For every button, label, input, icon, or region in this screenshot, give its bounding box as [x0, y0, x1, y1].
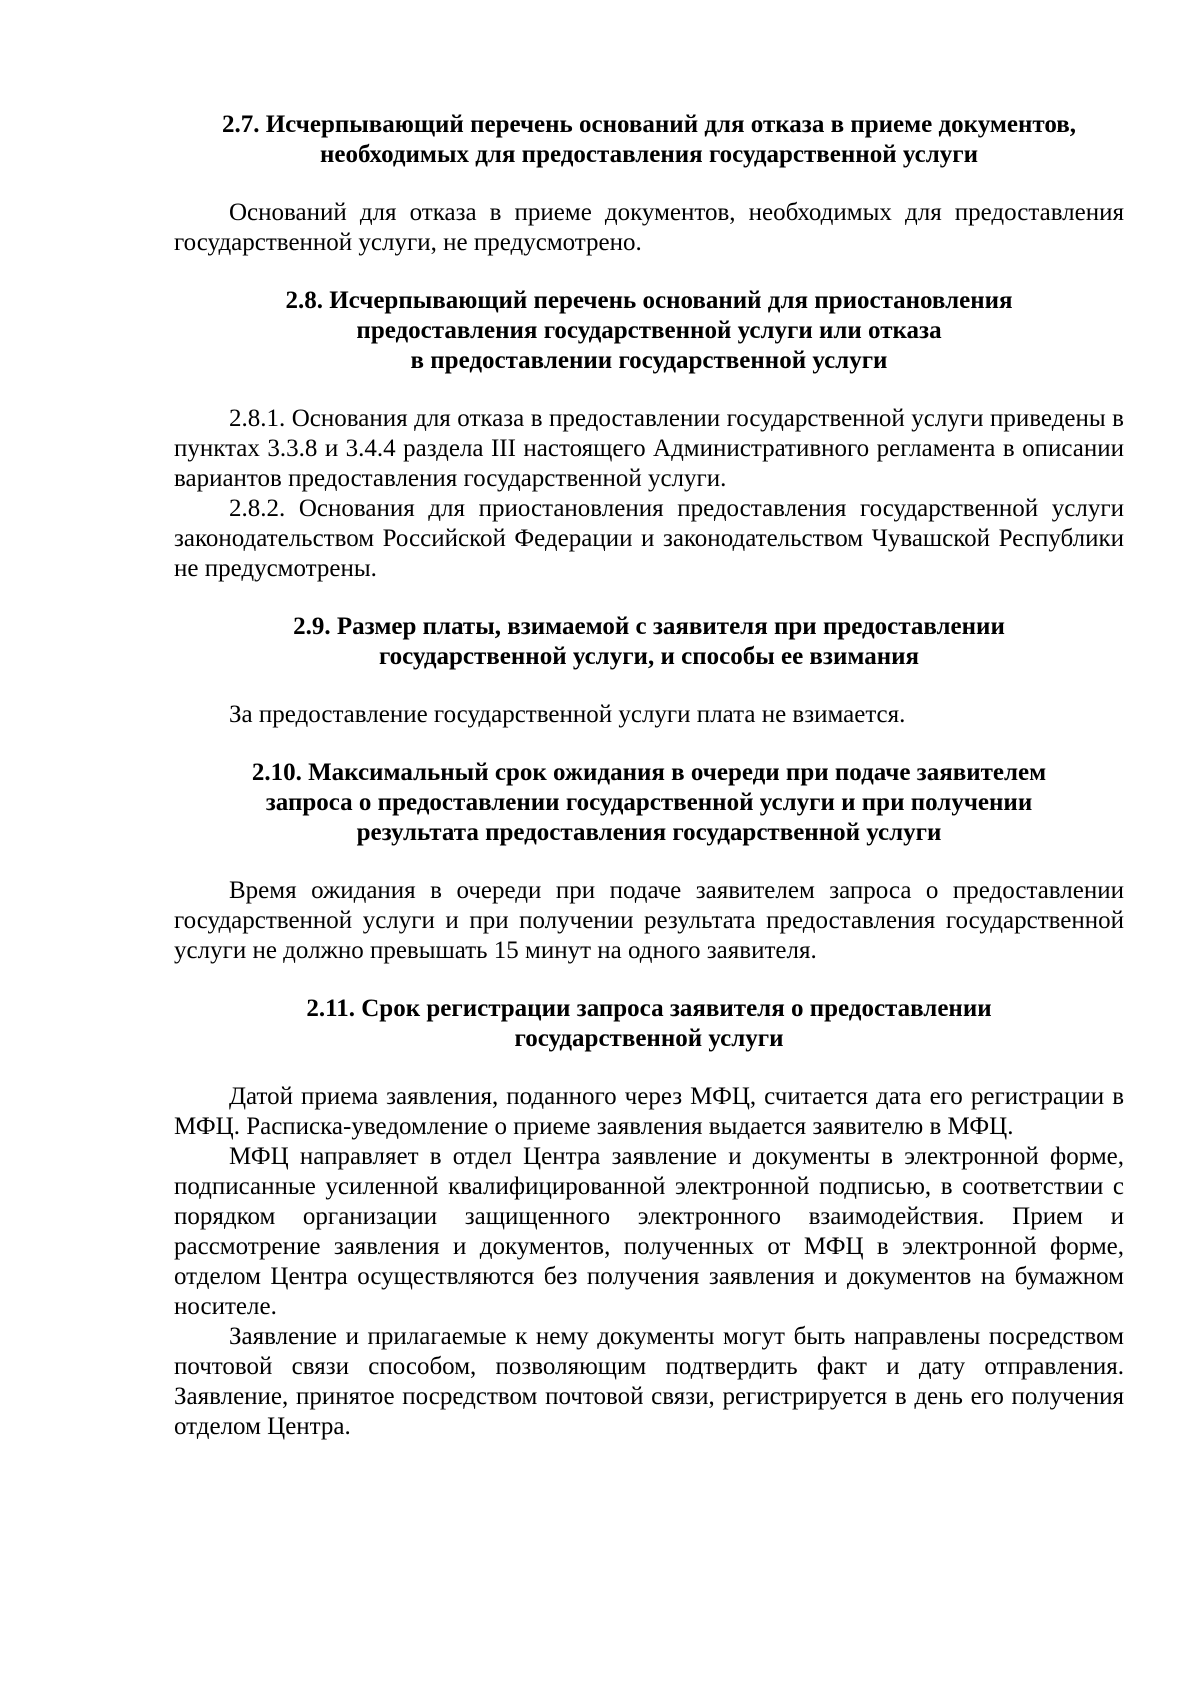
heading-line: необходимых для предоставления государственной услуги: [320, 141, 978, 168]
paragraph: Заявление и прилагаемые к нему документы могут быть направлены посредством почтовой связи способом, позволяющим подтвердить факт и дату отправления. Заявление, принятое посредством почтовой связи, регистрируется в день его получения отделом Центра.: [174, 1323, 1124, 1440]
document-page: [174, 110, 1124, 1442]
paragraph: Оснований для отказа в приеме документов, необходимых для предоставления государственной услуги, не предусмотрено.: [174, 199, 1124, 256]
section-heading: [174, 994, 1124, 1054]
paragraph: МФЦ направляет в отдел Центра заявление и документы в электронной форме, подписанные усиленной квалифицированной электронной подписью, в соответствии с порядком организации защищенного электронного взаимодействия. Прием и рассмотрение заявления и документов, полученных от МФЦ в электронной форме, отделом Центра осуществляются без получения заявления и документов на бумажном носителе.: [174, 1143, 1124, 1320]
paragraph: 2.8.1. Основания для отказа в предоставлении государственной услуги приведены в пунктах 3.3.8 и 3.4.4 раздела III настоящего Административного регламента в описании вариантов предоставления государственной услуги.: [174, 405, 1124, 492]
paragraph: Датой приема заявления, поданного через МФЦ, считается дата его регистрации в МФЦ. Расписка-уведомление о приеме заявления выдается заявителю в МФЦ.: [174, 1083, 1124, 1140]
heading-line: государственной услуги, и способы ее взимания: [378, 643, 920, 670]
heading-line: 2.7. Исчерпывающий перечень оснований для отказа в приеме документов,: [221, 111, 1076, 138]
section-2-11: [174, 994, 1124, 1442]
heading-line: 2.11. Срок регистрации запроса заявителя о предоставлении: [306, 995, 992, 1022]
section-heading: [174, 286, 1124, 376]
heading-line: государственной услуги: [514, 1025, 784, 1052]
section-heading: [174, 758, 1124, 848]
section-2-9: [174, 612, 1124, 730]
heading-line: в предоставлении государственной услуги: [410, 347, 888, 374]
paragraph: За предоставление государственной услуги плата не взимается.: [229, 701, 906, 728]
heading-line: 2.9. Размер платы, взимаемой с заявителя при предоставлении: [293, 613, 1005, 640]
section-2-7: [174, 110, 1124, 258]
section-heading: [174, 110, 1124, 170]
paragraph: Время ожидания в очереди при подаче заявителем запроса о предоставлении государственной услуги и при получении результата предоставления государственной услуги не должно превышать 15 минут на одного заявителя.: [174, 877, 1124, 964]
heading-line: 2.8. Исчерпывающий перечень оснований для приостановления: [285, 287, 1013, 314]
section-heading: [174, 612, 1124, 672]
section-2-10: [174, 758, 1124, 966]
heading-line: запроса о предоставлении государственной услуги и при получении: [265, 789, 1033, 816]
heading-line: предоставления государственной услуги или отказа: [356, 317, 942, 344]
heading-line: результата предоставления государственной услуги: [356, 819, 942, 846]
paragraph: 2.8.2. Основания для приостановления предоставления государственной услуги законодательством Российской Федерации и законодательством Чувашской Республики не предусмотрены.: [174, 495, 1124, 582]
heading-line: 2.10. Максимальный срок ожидания в очереди при подаче заявителем: [251, 759, 1047, 786]
section-2-8: [174, 286, 1124, 584]
